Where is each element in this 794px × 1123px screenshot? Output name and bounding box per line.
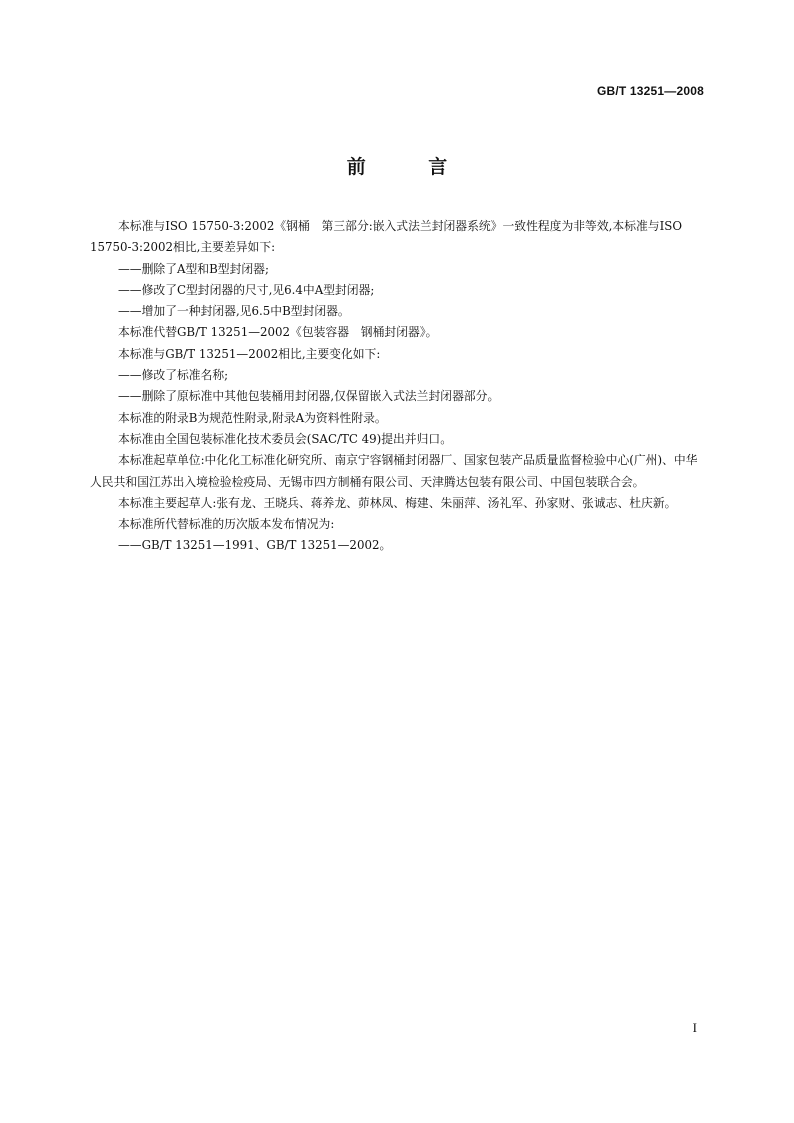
page-number: I bbox=[692, 1020, 697, 1035]
paragraph-history: 本标准所代替标准的历次版本发布情况为: bbox=[118, 517, 335, 532]
paragraph-drafting-units: 本标准起草单位:中化化工标准化研究所、南京宁容钢桶封闭器厂、国家包装产品质量监督检验中心(广州)、中华人民共和国江苏出入境检验检疫局、无锡市四方制桶有限公司、天津腾达包装有限公司、中国包装联合会。 bbox=[90, 453, 698, 489]
list-item: ——修改了C型封闭器的尺寸,见6.4中A型封闭器; bbox=[118, 282, 375, 297]
list-item: ——删除了原标准中其他包装桶用封闭器,仅保留嵌入式法兰封闭器部分。 bbox=[118, 389, 500, 404]
paragraph-changes: 本标准与GB/T 13251—2002相比,主要变化如下: bbox=[118, 346, 381, 361]
paragraph-annexes: 本标准的附录B为规范性附录,附录A为资料性附录。 bbox=[118, 410, 387, 425]
foreword-body bbox=[90, 216, 704, 557]
document-number: GB/T 13251—2008 bbox=[596, 84, 704, 98]
paragraph-iso-relation: 本标准与ISO 15750-3:2002《钢桶 第三部分:嵌入式法兰封闭器系统》一致性程度为非等效,本标准与ISO 15750-3:2002相比,主要差异如下: bbox=[90, 219, 683, 255]
paragraph-drafters: 本标准主要起草人:张有龙、王晓兵、蒋养龙、茆林凤、梅建、朱丽萍、汤礼军、孙家财、张诚志、杜庆新。 bbox=[118, 495, 677, 510]
list-item: ——GB/T 13251—1991、GB/T 13251—2002。 bbox=[118, 538, 392, 553]
list-item: ——增加了一种封闭器,见6.5中B型封闭器。 bbox=[118, 304, 350, 319]
paragraph-proposer: 本标准由全国包装标准化技术委员会(SAC/TC 49)提出并归口。 bbox=[118, 431, 452, 446]
list-item: ——删除了A型和B型封闭器; bbox=[118, 261, 269, 276]
page-title: 前 言 bbox=[346, 156, 476, 178]
paragraph-replaces: 本标准代替GB/T 13251—2002《包装容器 钢桶封闭器》。 bbox=[118, 325, 438, 340]
list-item: ——修改了标准名称; bbox=[118, 368, 229, 383]
